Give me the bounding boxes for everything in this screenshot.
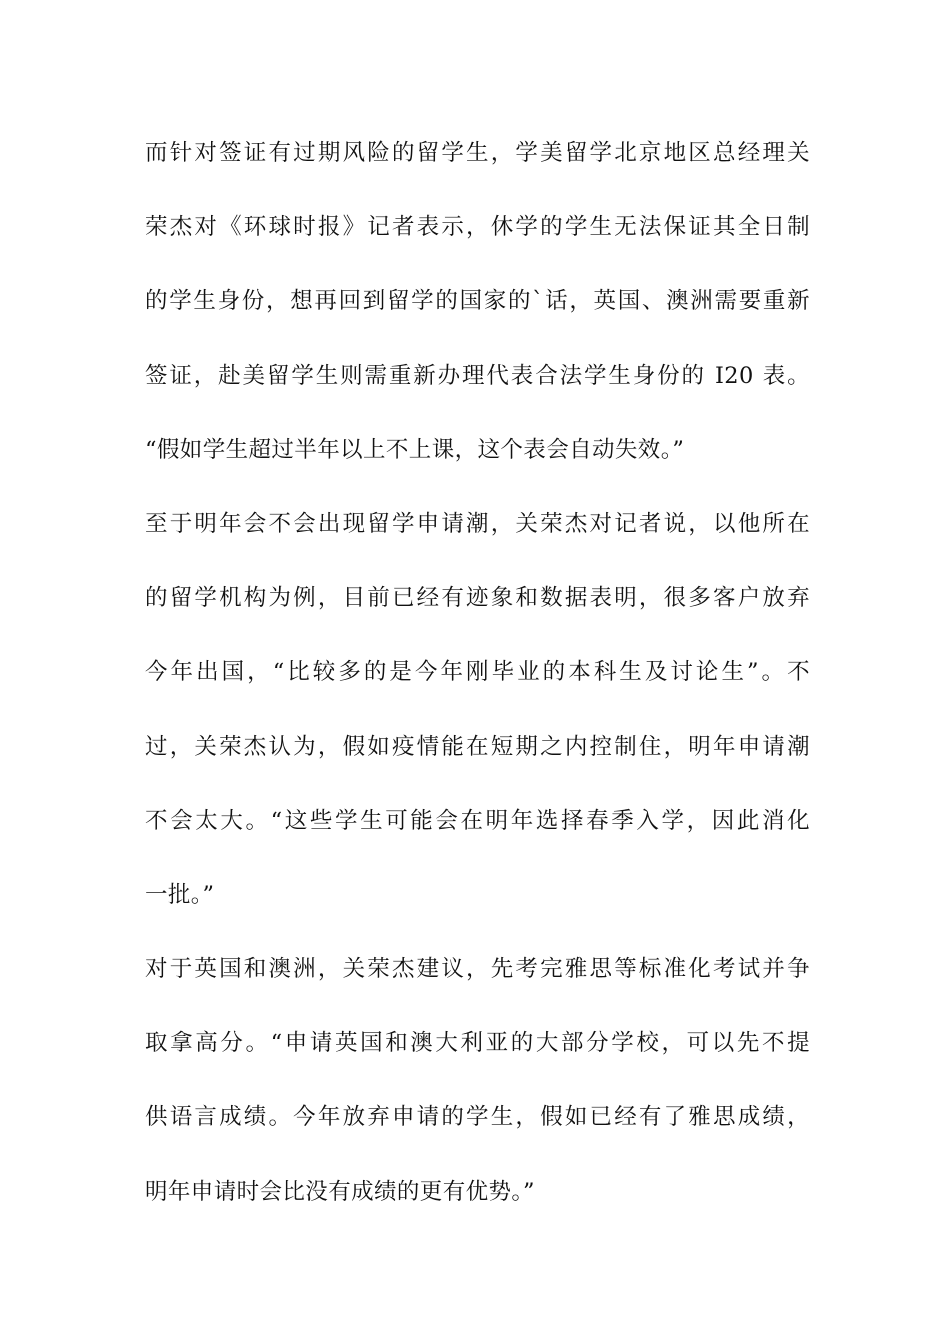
text-line: 不会太大。“这些学生可能会在明年选择春季入学，因此消化	[145, 807, 810, 834]
text-line: 明年申请时会比没有成绩的更有优势。”	[145, 1178, 535, 1205]
article-body	[145, 128, 810, 1241]
text-line: 一批。”	[145, 881, 215, 908]
text-line: 取拿高分。“申请英国和澳大利亚的大部分学校，可以先不提	[145, 1030, 810, 1057]
text-line: 至于明年会不会出现留学申请潮，关荣杰对记者说，以他所在	[145, 510, 810, 537]
text-line: 的留学机构为例，目前已经有迹象和数据表明，很多客户放弃	[145, 585, 810, 612]
text-line: 今年出国，“比较多的是今年刚毕业的本科生及讨论生”。不	[145, 659, 810, 686]
text-line: “假如学生超过半年以上不上课，这个表会自动失效。”	[145, 436, 685, 463]
text-line: 过，关荣杰认为，假如疫情能在短期之内控制住，明年申请潮	[145, 733, 810, 760]
text-line: 对于英国和澳洲，关荣杰建议，先考完雅思等标准化考试并争	[145, 956, 810, 983]
text-line: 而针对签证有过期风险的留学生，学美留学北京地区总经理关	[145, 140, 810, 166]
text-line: 供语言成绩。今年放弃申请的学生，假如已经有了雅思成绩，	[145, 1104, 810, 1131]
text-line: 的学生身份，想再回到留学的国家的`话，英国、澳洲需要重新	[145, 288, 810, 315]
text-line: 荣杰对《环球时报》记者表示，休学的学生无法保证其全日制	[145, 214, 810, 241]
text-line: 签证，赴美留学生则需重新办理代表合法学生身份的 I20 表。	[145, 362, 810, 389]
